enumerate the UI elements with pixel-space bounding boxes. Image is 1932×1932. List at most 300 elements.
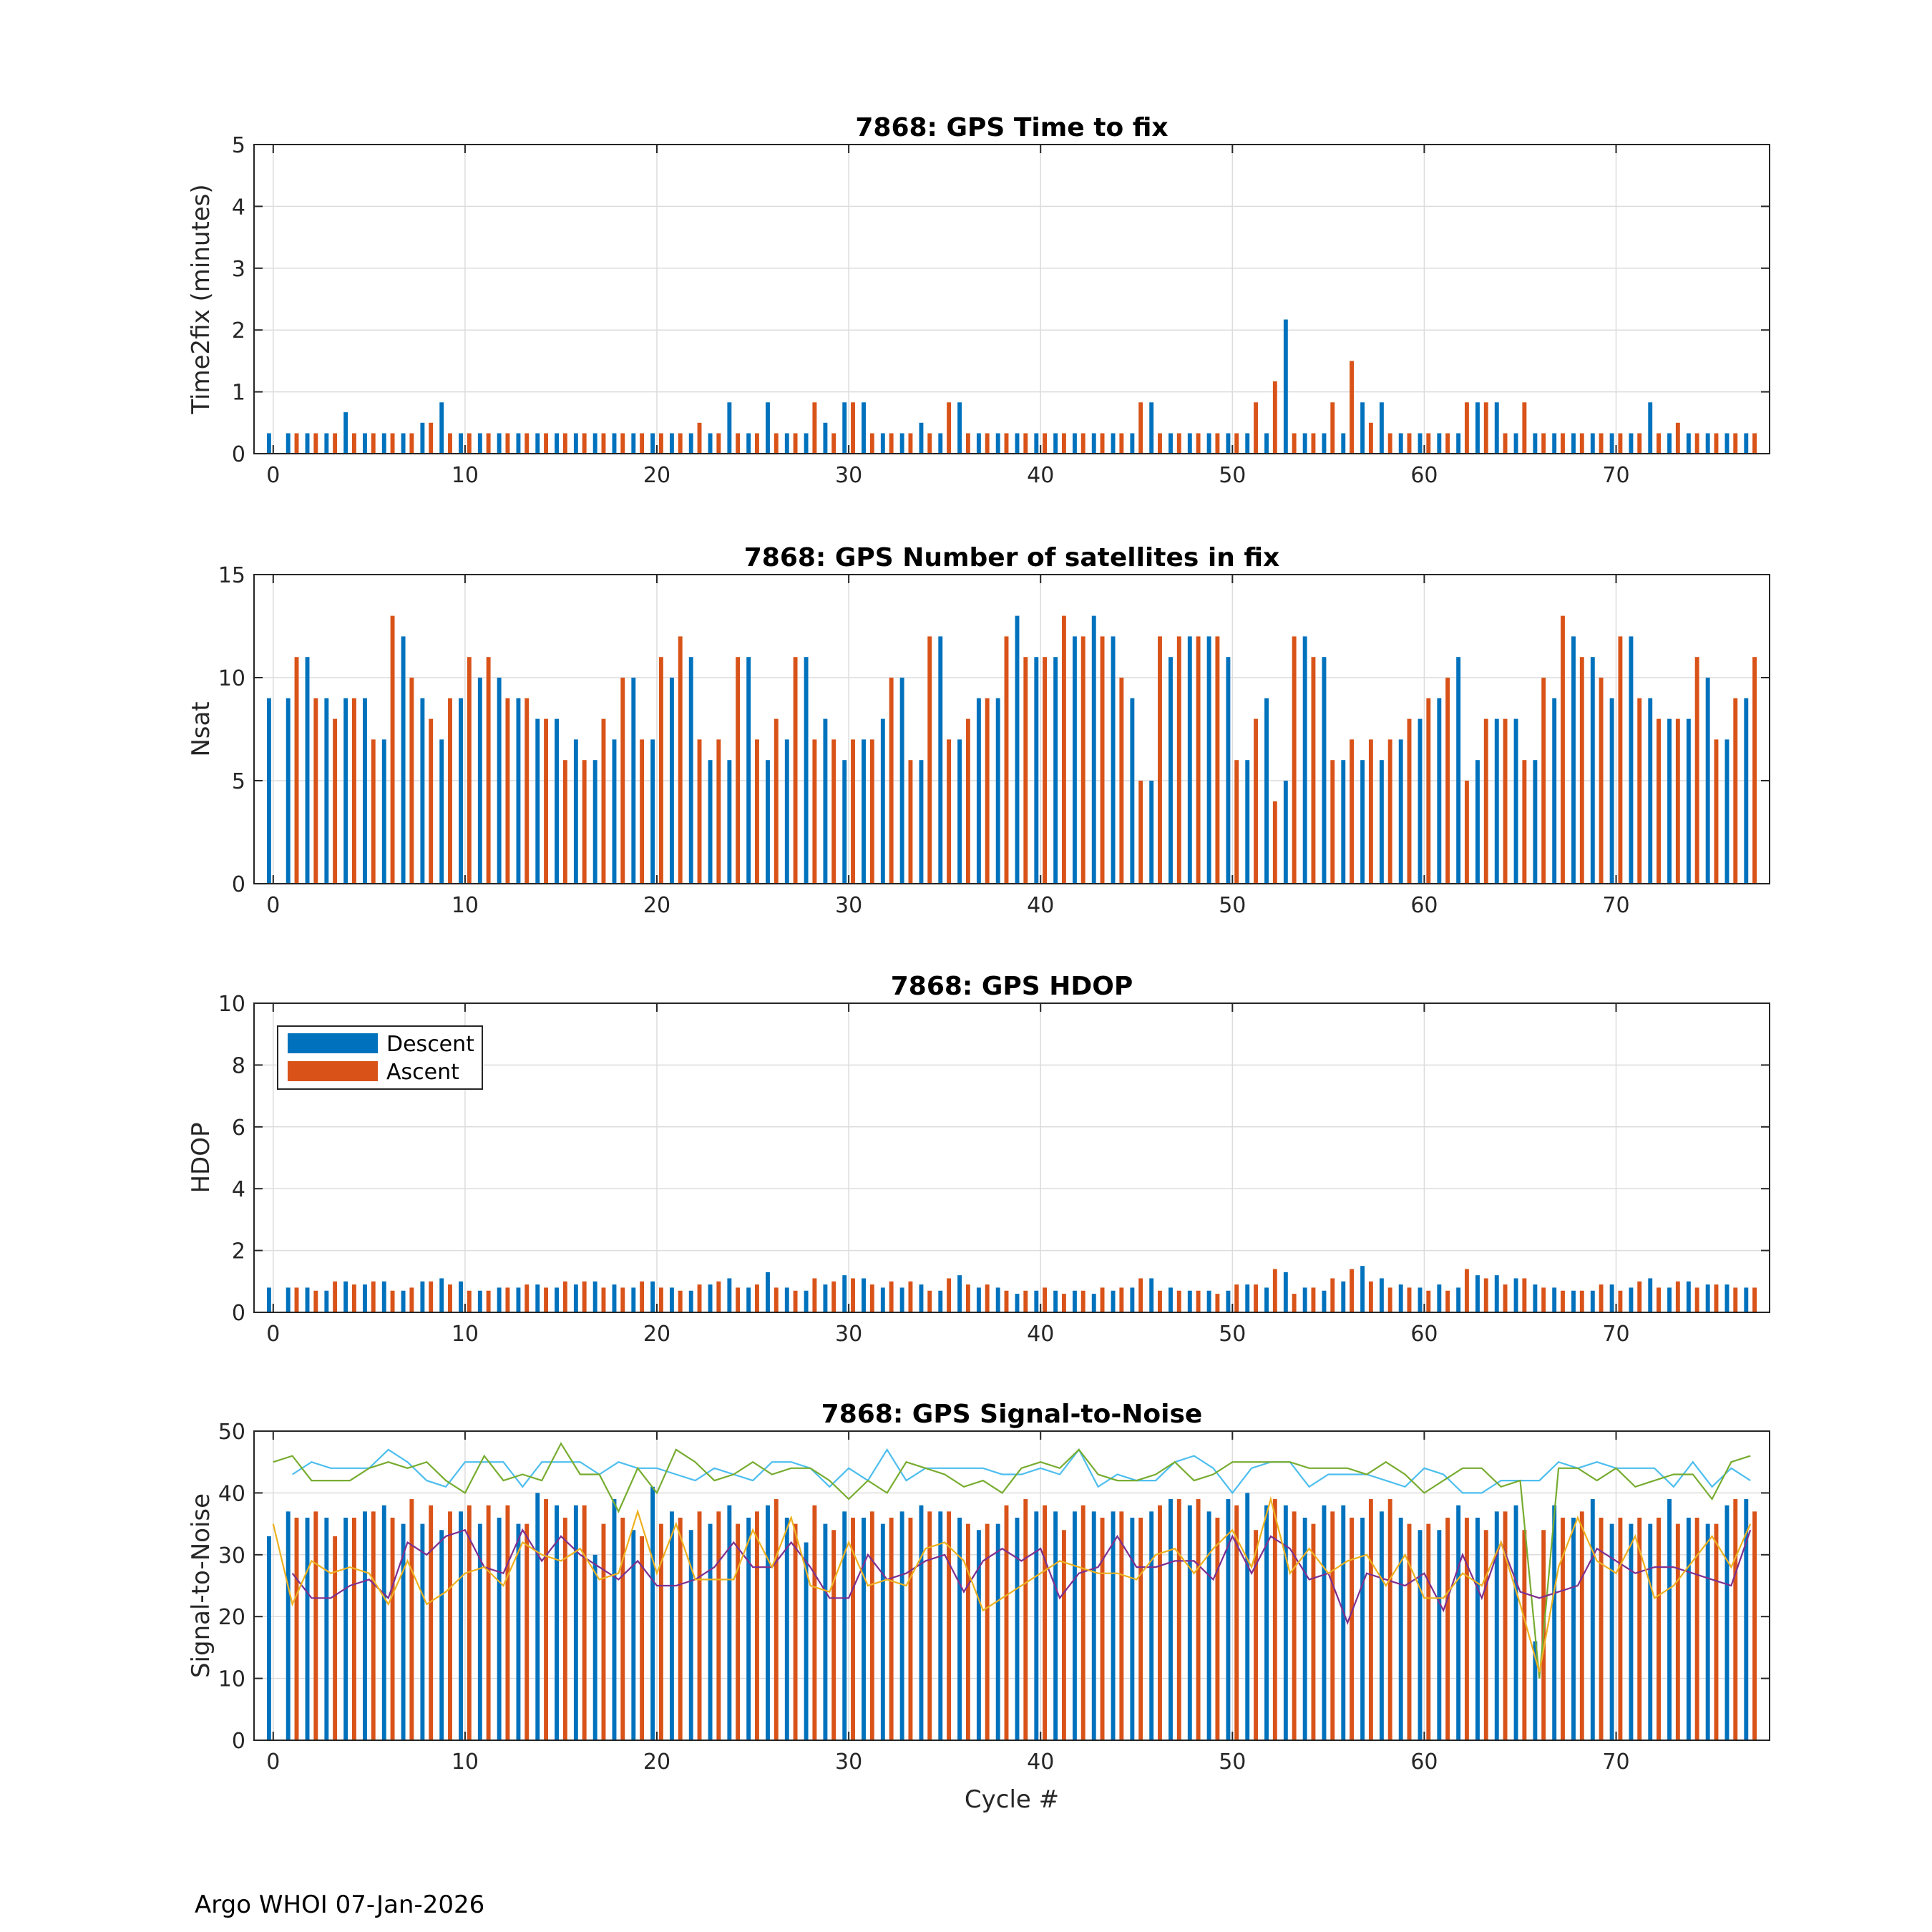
ascent-bar (1426, 1524, 1430, 1740)
descent-bar (1053, 1291, 1058, 1312)
descent-bar (1380, 1511, 1384, 1740)
ascent-bar (295, 433, 299, 454)
y-tick-label: 6 (231, 1115, 245, 1141)
ascent-bar (927, 1511, 932, 1740)
descent-bar (1456, 433, 1460, 454)
descent-bar (401, 636, 406, 884)
descent-bar (555, 1287, 559, 1312)
ascent-bar (391, 1518, 395, 1740)
ascent-bar (1657, 1518, 1661, 1740)
descent-bar (1687, 719, 1691, 884)
descent-bar (766, 402, 770, 454)
descent-bar (343, 1518, 348, 1740)
x-tick-label: 50 (1219, 1750, 1246, 1775)
descent-bar (746, 433, 751, 454)
ascent-bar (1388, 1499, 1392, 1740)
ascent-bar (1138, 781, 1143, 884)
descent-bar (727, 402, 731, 454)
descent-bar (1725, 433, 1729, 454)
ascent-bar (1369, 423, 1373, 454)
descent-bar (516, 433, 520, 454)
descent-bar (804, 657, 809, 884)
descent-bar (574, 433, 578, 454)
ascent-bar (851, 739, 855, 884)
legend-label-ascent: Ascent (386, 1060, 459, 1085)
ascent-bar (927, 433, 932, 454)
descent-bar (881, 1287, 885, 1312)
descent-bar (708, 433, 713, 454)
descent-bar (1552, 698, 1556, 884)
ascent-bar (582, 1282, 587, 1312)
descent-bar (343, 1282, 348, 1312)
ascent-bar (1043, 1287, 1047, 1312)
descent-bar (324, 1518, 328, 1740)
descent-bar (727, 1506, 731, 1740)
descent-bar (1226, 1291, 1230, 1312)
descent-bar (382, 433, 386, 454)
ascent-bar (1714, 433, 1719, 454)
ascent-bar (525, 433, 529, 454)
ascent-bar (313, 1511, 318, 1740)
descent-bar (1591, 657, 1595, 884)
descent-bar (996, 698, 1000, 884)
ascent-bar (544, 433, 548, 454)
ascent-bar (736, 1524, 740, 1740)
descent-bar (1284, 320, 1288, 454)
legend (278, 1026, 482, 1089)
ascent-bar (409, 433, 414, 454)
x-tick-label: 70 (1602, 893, 1630, 918)
ascent-bar (716, 739, 721, 884)
ascent-bar (1312, 433, 1316, 454)
y-axis-label: Nsat (187, 701, 215, 757)
ascent-bar (582, 760, 587, 884)
descent-bar (1514, 433, 1518, 454)
ascent-bar (774, 1499, 779, 1740)
descent-bar (363, 433, 367, 454)
x-tick-label: 60 (1410, 1322, 1438, 1347)
ascent-bar (1484, 719, 1488, 884)
ascent-bar (429, 1282, 433, 1312)
ascent-bar (1081, 433, 1085, 454)
descent-bar (1533, 760, 1537, 884)
ascent-bar (1733, 698, 1737, 884)
ascent-bar (1369, 1282, 1373, 1312)
descent-bar (574, 1284, 578, 1312)
descent-bar (516, 1287, 520, 1312)
descent-bar (363, 698, 367, 884)
x-tick-label: 40 (1027, 463, 1055, 488)
descent-bar (1034, 433, 1038, 454)
descent-bar (267, 1536, 271, 1740)
descent-bar (804, 1291, 809, 1312)
descent-bar (1360, 1518, 1365, 1740)
ascent-bar (1312, 1287, 1316, 1312)
descent-bar (842, 402, 847, 454)
ascent-bar (927, 1291, 932, 1312)
chart-title: 7868: GPS Signal-to-Noise (821, 1400, 1203, 1429)
ascent-bar (1196, 636, 1201, 884)
ascent-bar (313, 698, 318, 884)
panel-4 (187, 1400, 1770, 1814)
descent-bar (1130, 698, 1134, 884)
ascent-bar (736, 1287, 740, 1312)
x-tick-label: 40 (1027, 1750, 1055, 1775)
descent-bar (1495, 402, 1499, 454)
descent-bar (708, 760, 713, 884)
descent-bar (1533, 1284, 1537, 1312)
descent-bar (1629, 1524, 1633, 1740)
descent-bar (1456, 1506, 1460, 1740)
ascent-bar (1043, 433, 1047, 454)
ascent-bar (1177, 636, 1181, 884)
descent-bar (613, 433, 617, 454)
descent-bar (785, 739, 789, 884)
ascent-bar (1234, 1284, 1239, 1312)
descent-bar (957, 739, 962, 884)
ascent-bar (1081, 1506, 1085, 1740)
x-tick-label: 20 (643, 1322, 671, 1347)
descent-bar (1610, 1284, 1614, 1312)
y-tick-label: 10 (218, 1667, 245, 1692)
descent-bar (862, 739, 866, 884)
ascent-bar (1177, 433, 1181, 454)
ascent-bar (1369, 1499, 1373, 1740)
descent-bar (1360, 402, 1365, 454)
ascent-bar (487, 1506, 491, 1740)
descent-bar (1130, 433, 1134, 454)
ascent-bar (295, 657, 299, 884)
ascent-bar (448, 1284, 452, 1312)
descent-bar (977, 1287, 981, 1312)
descent-bar (1648, 698, 1652, 884)
descent-bar (306, 1287, 310, 1312)
ascent-bar (487, 1291, 491, 1312)
descent-bar (459, 1511, 463, 1740)
descent-bar (862, 402, 866, 454)
descent-bar (478, 1291, 482, 1312)
ascent-bar (1676, 423, 1680, 454)
descent-bar (1092, 1294, 1096, 1312)
descent-bar (1610, 433, 1614, 454)
descent-bar (1610, 698, 1614, 884)
descent-bar (1226, 657, 1230, 884)
descent-bar (1073, 1291, 1077, 1312)
ascent-bar (1733, 1499, 1737, 1740)
y-tick-label: 15 (218, 563, 245, 588)
ascent-bar (1465, 1518, 1469, 1740)
descent-bar (1437, 1530, 1441, 1740)
descent-bar (1149, 1511, 1153, 1740)
ascent-bar (352, 433, 356, 454)
descent-bar (862, 1518, 866, 1740)
ascent-bar (1637, 433, 1641, 454)
ascent-bar (1695, 1287, 1699, 1312)
ascent-bar (505, 1287, 509, 1312)
descent-bar (938, 1291, 942, 1312)
ascent-bar (1292, 433, 1297, 454)
descent-bar (439, 1278, 444, 1312)
x-tick-label: 10 (451, 893, 479, 918)
ascent-bar (371, 433, 376, 454)
descent-bar (1380, 760, 1384, 884)
descent-bar (459, 1282, 463, 1312)
ascent-bar (409, 678, 414, 884)
descent-bar (286, 698, 291, 884)
descent-bar (1495, 719, 1499, 884)
ascent-bar (1350, 739, 1354, 884)
ascent-bar (391, 616, 395, 884)
descent-bar (1744, 1287, 1748, 1312)
ascent-bar (1388, 739, 1392, 884)
ascent-bar (1158, 433, 1162, 454)
descent-bar (977, 433, 981, 454)
ascent-bar (1043, 1506, 1047, 1740)
ascent-bar (1503, 719, 1508, 884)
descent-bar (631, 1530, 635, 1740)
ascent-bar (812, 1506, 816, 1740)
x-tick-label: 70 (1602, 463, 1630, 488)
ascent-bar (1158, 1291, 1162, 1312)
descent-bar (1418, 1287, 1423, 1312)
ascent-bar (352, 1518, 356, 1740)
descent-bar (957, 1518, 962, 1740)
descent-bar (823, 719, 827, 884)
descent-bar (842, 1511, 847, 1740)
descent-bar (1130, 1518, 1134, 1740)
descent-bar (1245, 760, 1249, 884)
descent-bar (1475, 1275, 1480, 1312)
x-tick-label: 50 (1219, 1322, 1246, 1347)
ascent-bar (851, 1278, 855, 1312)
ascent-bar (525, 1524, 529, 1740)
descent-bar (1303, 1287, 1307, 1312)
ascent-bar (352, 1284, 356, 1312)
ascent-bar (966, 1284, 970, 1312)
descent-bar (900, 1287, 904, 1312)
descent-bar (900, 1511, 904, 1740)
descent-bar (343, 698, 348, 884)
descent-bar (574, 739, 578, 884)
y-tick-label: 0 (231, 442, 245, 467)
descent-bar (842, 760, 847, 884)
y-tick-label: 3 (231, 256, 245, 282)
ascent-bar (313, 433, 318, 454)
descent-bar (1341, 1282, 1345, 1312)
ascent-bar (505, 433, 509, 454)
descent-bar (1418, 433, 1423, 454)
descent-bar (363, 1284, 367, 1312)
descent-bar (862, 1278, 866, 1312)
descent-bar (1571, 433, 1576, 454)
x-tick-label: 40 (1027, 1322, 1055, 1347)
descent-bar (1053, 1511, 1058, 1740)
y-tick-label: 0 (231, 1301, 245, 1326)
descent-bar (1552, 1506, 1556, 1740)
ascent-bar (1445, 1518, 1450, 1740)
ascent-bar (947, 402, 951, 454)
ascent-bar (1119, 433, 1123, 454)
descent-bar (613, 1284, 617, 1312)
legend-swatch-descent (288, 1033, 378, 1053)
descent-bar (286, 433, 291, 454)
ascent-bar (1561, 433, 1565, 454)
x-axis-label: Cycle # (964, 1785, 1060, 1814)
ascent-bar (1445, 678, 1450, 884)
ascent-bar (927, 636, 932, 884)
ascent-bar (1445, 1291, 1450, 1312)
descent-bar (900, 433, 904, 454)
ascent-bar (1215, 636, 1219, 884)
y-axis-label: Time2fix (minutes) (187, 184, 215, 414)
ascent-bar (1426, 1291, 1430, 1312)
ascent-bar (659, 1287, 663, 1312)
descent-bar (1245, 1493, 1249, 1740)
descent-bar (420, 698, 424, 884)
ascent-bar (1043, 657, 1047, 884)
descent-bar (1629, 1287, 1633, 1312)
ascent-bar (544, 1287, 548, 1312)
ascent-bar (1503, 1284, 1508, 1312)
descent-bar (1092, 1511, 1096, 1740)
y-axis-label: Signal-to-Noise (187, 1493, 215, 1679)
ascent-bar (1599, 433, 1604, 454)
ascent-bar (1657, 1287, 1661, 1312)
ascent-bar (640, 433, 644, 454)
ascent-bar (1254, 719, 1258, 884)
ascent-bar (1676, 1524, 1680, 1740)
x-tick-label: 60 (1410, 1750, 1438, 1775)
descent-bar (881, 719, 885, 884)
descent-bar (1149, 402, 1153, 454)
descent-bar (1015, 1518, 1020, 1740)
descent-bar (420, 423, 424, 454)
x-tick-label: 10 (451, 1322, 479, 1347)
descent-bar (708, 1524, 713, 1740)
ascent-bar (1465, 402, 1469, 454)
y-tick-label: 30 (218, 1543, 245, 1568)
ascent-bar (1752, 1511, 1757, 1740)
descent-bar (1418, 719, 1423, 884)
descent-bar (1092, 433, 1096, 454)
descent-bar (1322, 1506, 1327, 1740)
ascent-bar (602, 433, 606, 454)
descent-bar (1380, 1278, 1384, 1312)
x-tick-label: 20 (643, 893, 671, 918)
descent-bar (900, 678, 904, 884)
descent-bar (306, 1518, 310, 1740)
descent-bar (1437, 698, 1441, 884)
ascent-bar (1254, 1284, 1258, 1312)
descent-bar (1092, 616, 1096, 884)
descent-bar (823, 423, 827, 454)
ascent-bar (1273, 1499, 1277, 1740)
descent-bar (382, 1506, 386, 1740)
descent-bar (1667, 1499, 1672, 1740)
ascent-bar (295, 1518, 299, 1740)
ascent-bar (1733, 433, 1737, 454)
descent-bar (535, 1493, 540, 1740)
y-tick-label: 1 (231, 380, 245, 406)
descent-bar (439, 402, 444, 454)
ascent-bar (908, 433, 912, 454)
ascent-bar (544, 1499, 548, 1740)
descent-bar (1456, 1287, 1460, 1312)
descent-bar (1725, 1506, 1729, 1740)
ascent-bar (602, 1524, 606, 1740)
x-tick-label: 70 (1602, 1322, 1630, 1347)
ascent-bar (1005, 1506, 1009, 1740)
descent-bar (1073, 636, 1077, 884)
descent-bar (650, 1487, 655, 1740)
ascent-bar (1023, 433, 1028, 454)
ascent-bar (429, 719, 433, 884)
ascent-bar (1695, 1518, 1699, 1740)
descent-bar (1706, 678, 1710, 884)
ascent-bar (1273, 1269, 1277, 1312)
descent-bar (1188, 1291, 1192, 1312)
descent-bar (670, 433, 674, 454)
ascent-bar (1426, 433, 1430, 454)
descent-bar (1284, 1272, 1288, 1312)
ascent-bar (487, 433, 491, 454)
ascent-bar (755, 433, 759, 454)
descent-bar (1188, 636, 1192, 884)
ascent-bar (736, 657, 740, 884)
ascent-bar (1580, 433, 1584, 454)
ascent-bar (831, 739, 836, 884)
ascent-bar (1234, 760, 1239, 884)
descent-bar (1034, 1291, 1038, 1312)
ascent-bar (1215, 1518, 1219, 1740)
ascent-bar (1273, 381, 1277, 454)
descent-bar (1226, 433, 1230, 454)
ascent-bar (448, 433, 452, 454)
ascent-bar (1023, 1291, 1028, 1312)
x-tick-label: 30 (835, 463, 863, 488)
ascent-bar (908, 1518, 912, 1740)
ascent-bar (1215, 1294, 1219, 1312)
ascent-bar (947, 1278, 951, 1312)
descent-bar (1322, 1291, 1327, 1312)
descent-bar (1571, 636, 1576, 884)
descent-bar (1399, 1518, 1403, 1740)
descent-bar (823, 1524, 827, 1740)
x-tick-label: 0 (266, 463, 280, 488)
descent-bar (535, 1284, 540, 1312)
ascent-bar (1350, 1518, 1354, 1740)
ascent-bar (716, 1511, 721, 1740)
ascent-bar (831, 1282, 836, 1312)
ascent-bar (1541, 678, 1546, 884)
y-tick-label: 5 (231, 769, 245, 794)
descent-bar (881, 1524, 885, 1740)
descent-bar (1207, 1511, 1211, 1740)
descent-bar (324, 1291, 328, 1312)
descent-bar (363, 1511, 367, 1740)
x-tick-label: 0 (266, 893, 280, 918)
descent-bar (267, 698, 271, 884)
ascent-bar (1292, 1511, 1297, 1740)
chart-title: 7868: GPS HDOP (890, 972, 1133, 1001)
ascent-bar (1350, 1269, 1354, 1312)
descent-bar (1264, 1287, 1269, 1312)
ascent-bar (1101, 1518, 1105, 1740)
descent-bar (631, 678, 635, 884)
descent-bar (574, 1506, 578, 1740)
x-tick-label: 0 (266, 1322, 280, 1347)
ascent-bar (966, 719, 970, 884)
